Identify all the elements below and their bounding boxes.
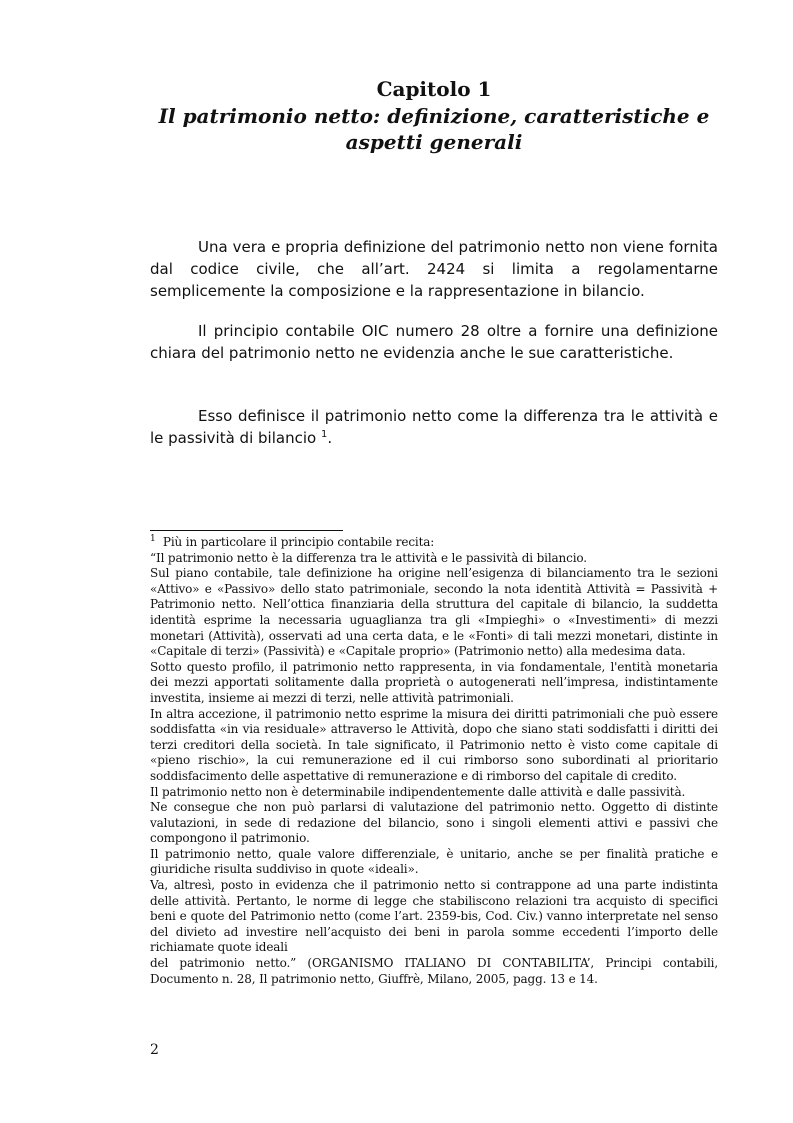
body-paragraph: Esso definisce il patrimonio netto come la differenza tra le attività e le passività di bilancio $^1$. — [150, 407, 718, 447]
footnote-line: Il patrimonio netto non è determinabile indipendentemente dalle attività e dalle passività. — [150, 784, 686, 799]
footnote-line: Sotto questo profilo, il patrimonio netto rappresenta, in via fondamentale, l'entità monetaria dei mezzi apportati solitamente dalla proprietà o autogenerati nell’impresa, indistintamente investita, insieme ai mezzi di terzi, nelle attività patrimoniali. — [150, 659, 718, 705]
document-page — [150, 0, 718, 1123]
footnote-line: Ne consegue che non può parlarsi di valutazione del patrimonio netto. Oggetto di distinte valutazioni, in sede di redazione del bilancio, sono i singoli elementi attivi e passivi che compongono il patrimonio. — [150, 800, 718, 846]
footnote-separator — [150, 530, 343, 531]
footnote-intro-line — [150, 535, 718, 551]
footnote — [150, 535, 718, 987]
footnote-reference[interactable]: 1 — [320, 429, 328, 440]
body-paragraph: Il principio contabile OIC numero 28 oltre a fornire una definizione chiara del patrimonio netto ne evidenzia anche le sue caratteristiche. — [150, 322, 718, 362]
footnote-marker: 1 — [150, 534, 156, 544]
footnote-line: Sul piano contabile, tale definizione ha origine nell’esigenza di bilanciamento tra le sezioni «Attivo» e «Passivo» dello stato patrimoniale, secondo la nota identità Attività = Passività + Patrimonio netto. Nell’ottica finanziaria della struttura del capitale di bilancio, la suddetta identità esprime la necessaria uguaglianza tra gli «Impieghi» o «Investimenti» di mezzi monetari (Attività), osservati ad una certa data, e le «Fonti» di tali mezzi monetari, distinte in «Capitale di terzi» (Passività) e «Capitale proprio» (Patrimonio netto) alla medesima data. — [150, 566, 718, 659]
body-paragraph: Una vera e propria definizione del patrimonio netto non viene fornita dal codice civile, che all’art. 2424 si limita a regolamentarne semplicemente la composizione e la rappresentazione in bilancio. — [150, 238, 718, 300]
footnote-line: In altra accezione, il patrimonio netto esprime la misura dei diritti patrimoniali che può essere soddisfatta «in via residuale» attraverso le Attività, dopo che siano stati soddisfatti i diritti dei terzi creditori della società. In tale significato, il Patrimonio netto è visto come capitale di «pieno rischio», la cui remunerazione ed il cui rimborso sono subordinati al prioritario soddisfacimento delle aspettative di remunerazione e di rimborso del capitale di credito. — [150, 706, 718, 783]
footnote-line: Il patrimonio netto, quale valore differenziale, è unitario, anche se per finalità pratiche e giuridiche risulta suddiviso in quote «ideali». — [150, 846, 718, 877]
chapter-number: Capitolo 1 — [376, 77, 492, 101]
footnote-line: “Il patrimonio netto è la differenza tra le attività e le passività di bilancio. — [150, 550, 587, 565]
footnote-line: del patrimonio netto.” (ORGANISMO ITALIANO DI CONTABILITA’, Principi contabili, Documento n. 28, Il patrimonio netto, Giuffrè, Milano, 2005, pagg. 13 e 14. — [150, 956, 718, 986]
footnote-line: Va, altresì, posto in evidenza che il patrimonio netto si contrappone ad una parte indistinta delle attività. Pertanto, le norme di legge che stabiliscono relazioni tra acquisto di specifici beni e quote del Patrimonio netto (come l’art. 2359-bis, Cod. Civ.) vanno interpretate nel senso del divieto ad investire nell’acquisto dei beni in parola somme eccedenti l’importo delle richiamate quote ideali — [150, 878, 718, 955]
chapter-title: Il patrimonio netto: definizione, caratteristiche e aspetti generali — [158, 104, 710, 154]
footnote-intro: Più in particolare il principio contabile recita: — [162, 535, 435, 549]
body-paragraph-text: Esso definisce il patrimonio netto come la differenza tra le attività e le passività di bilancio — [150, 407, 718, 447]
page-number: 2 — [150, 1042, 159, 1058]
